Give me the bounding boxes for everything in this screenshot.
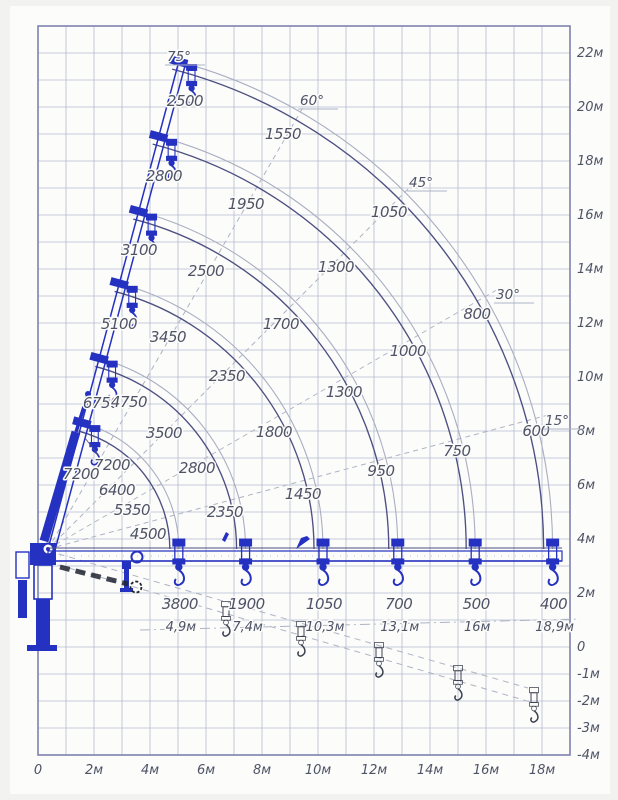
y-axis-tick-label: 2м bbox=[577, 586, 596, 601]
angle-label: 75° bbox=[167, 49, 191, 65]
y-axis-tick-label: 8м bbox=[577, 424, 596, 439]
bottom-capacity-label: 500 bbox=[462, 595, 490, 613]
lowered-hook-icon bbox=[297, 622, 306, 657]
boom-hook-icon bbox=[317, 539, 329, 585]
x-axis-tick-label: 4м bbox=[140, 763, 160, 778]
y-axis-tick-label: 0 bbox=[577, 640, 586, 655]
grid-lines bbox=[38, 26, 570, 755]
boom-hook-icon bbox=[392, 539, 404, 585]
boom-carriage bbox=[129, 205, 148, 217]
angle-label: 45° bbox=[409, 175, 433, 191]
bottom-capacity-label: 400 bbox=[540, 595, 568, 613]
y-axis-tick-label: 12м bbox=[577, 316, 604, 331]
y-axis-tick-label: 20м bbox=[577, 100, 604, 115]
reach-label: 16м bbox=[464, 620, 491, 635]
y-axis-tick-label: 10м bbox=[577, 370, 604, 385]
capacity-label: 750 bbox=[443, 442, 471, 460]
capacity-label: 1450 bbox=[284, 485, 322, 503]
x-axis-tick-label: 8м bbox=[252, 763, 272, 778]
y-axis-tick-label: 22м bbox=[577, 46, 604, 61]
bottom-capacity-label: 1050 bbox=[305, 595, 343, 613]
capacity-label: 800 bbox=[463, 305, 491, 323]
capacity-label: 1050 bbox=[370, 203, 408, 221]
capacity-label: 3100 bbox=[120, 241, 158, 259]
capacity-label: 7200 bbox=[62, 465, 100, 483]
capacity-label: 2500 bbox=[187, 262, 225, 280]
capacity-label: 2500 bbox=[166, 92, 204, 110]
boom-carriage bbox=[109, 277, 128, 289]
bottom-capacity-label: 1900 bbox=[228, 595, 265, 613]
capacity-label: 950 bbox=[367, 462, 395, 480]
capacity-label: 1700 bbox=[262, 315, 300, 333]
y-axis-tick-label: -4м bbox=[577, 748, 600, 763]
y-axis-tick-label: 14м bbox=[577, 262, 604, 277]
y-axis-tick-label: 18м bbox=[577, 154, 604, 169]
boom-hook-icon bbox=[173, 539, 185, 585]
capacity-arc-outer bbox=[136, 210, 398, 549]
capacity-label: 6750 bbox=[82, 394, 120, 412]
x-axis-tick-label: 16м bbox=[472, 763, 500, 778]
x-axis-tick-label: 2м bbox=[84, 763, 104, 778]
capacity-label: 2800 bbox=[178, 459, 216, 477]
angle-label: 30° bbox=[496, 287, 520, 303]
boom-hook-icon bbox=[547, 539, 559, 585]
capacity-label: 5100 bbox=[100, 315, 138, 333]
bottom-capacity-label: 3800 bbox=[161, 595, 198, 613]
angle-label: 15° bbox=[545, 413, 569, 429]
capacity-label: 1950 bbox=[227, 195, 265, 213]
x-axis-tick-label: 0 bbox=[33, 763, 43, 778]
capacity-label: 2800 bbox=[145, 167, 183, 185]
x-axis-tick-label: 18м bbox=[528, 763, 556, 778]
x-axis-tick-label: 6м bbox=[196, 763, 216, 778]
reach-label: 18,9м bbox=[535, 620, 575, 635]
x-axis-tick-label: 12м bbox=[360, 763, 388, 778]
capacity-label: 1550 bbox=[264, 125, 302, 143]
capacity-label: 7200 bbox=[93, 456, 131, 474]
boom-carriage bbox=[89, 352, 108, 364]
bottom-capacity-label: 700 bbox=[385, 595, 413, 613]
capacity-label: 4750 bbox=[110, 393, 148, 411]
y-axis-tick-label: -1м bbox=[577, 667, 600, 682]
capacity-label: 1800 bbox=[255, 423, 293, 441]
reach-label: 13,1м bbox=[380, 620, 420, 635]
capacity-label: 600 bbox=[522, 422, 550, 440]
y-axis-tick-label: -3м bbox=[577, 721, 600, 736]
capacity-label: 3450 bbox=[149, 328, 187, 346]
labels bbox=[34, 46, 604, 778]
y-axis-tick-label: 4м bbox=[577, 532, 596, 547]
reach-label: 4,9м bbox=[165, 620, 197, 635]
reach-label: 7,4м bbox=[232, 620, 263, 635]
y-axis-tick-label: 16м bbox=[577, 208, 604, 223]
capacity-label: 4500 bbox=[129, 525, 167, 543]
capacity-label: 2350 bbox=[206, 503, 244, 521]
capacity-label: 1300 bbox=[325, 383, 363, 401]
capacity-label: 5350 bbox=[113, 501, 151, 519]
boom-carriage bbox=[149, 130, 168, 142]
x-axis-tick-label: 10м bbox=[304, 763, 332, 778]
angle-label: 60° bbox=[300, 93, 324, 109]
capacity-label: 3500 bbox=[145, 424, 183, 442]
boom-hook-icon bbox=[240, 539, 252, 585]
reach-label: 10,3м bbox=[305, 620, 345, 635]
capacity-label: 1300 bbox=[317, 258, 355, 276]
x-axis-tick-label: 14м bbox=[416, 763, 444, 778]
capacity-label: 1000 bbox=[389, 342, 427, 360]
lowered-hook-icon bbox=[375, 643, 384, 678]
capacity-label: 2350 bbox=[208, 367, 246, 385]
lowered-hook-icon bbox=[530, 688, 539, 723]
capacity-label: 6400 bbox=[98, 481, 136, 499]
grid-border bbox=[38, 26, 570, 755]
y-axis-tick-label: 6м bbox=[577, 478, 596, 493]
y-axis-tick-label: -2м bbox=[577, 694, 600, 709]
boom-hook-icon bbox=[469, 539, 481, 585]
